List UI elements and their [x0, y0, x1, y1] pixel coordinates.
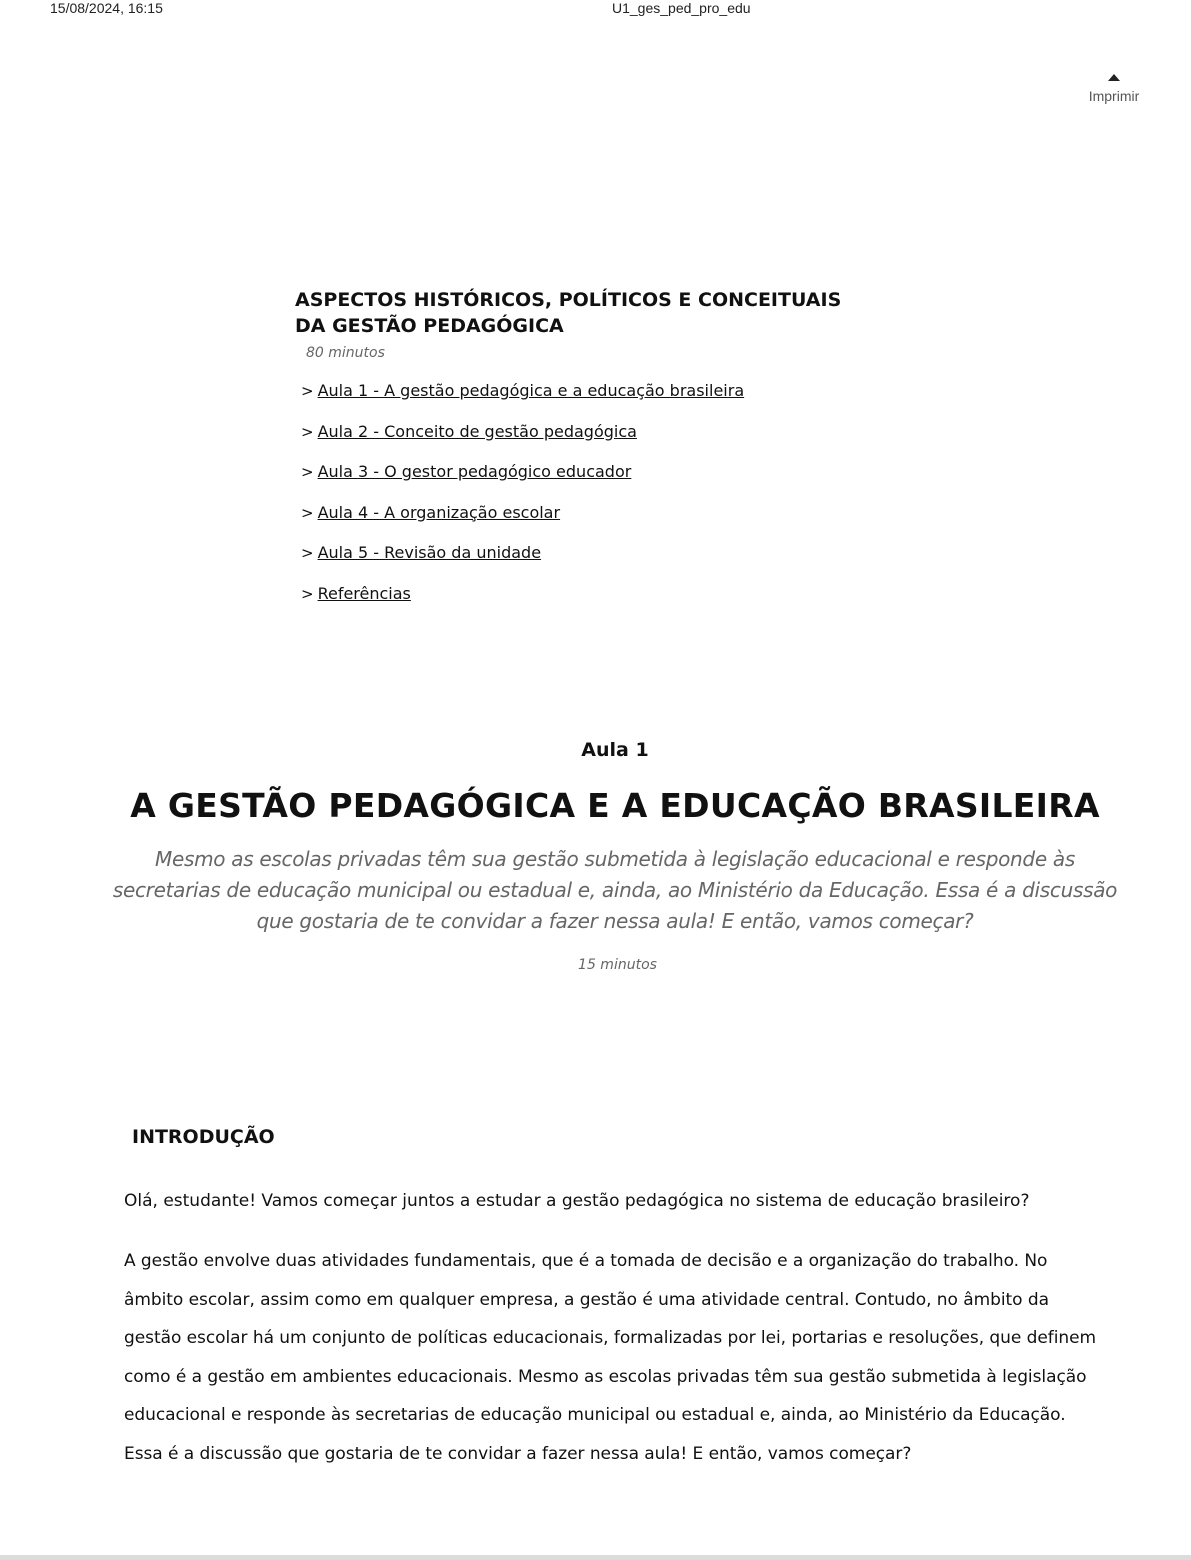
page-bottom-border — [0, 1555, 1191, 1560]
toc-link-aula-5[interactable]: Aula 5 - Revisão da unidade — [317, 543, 542, 562]
print-doc-title: U1_ges_ped_pro_edu — [612, 0, 751, 16]
print-header — [0, 0, 1191, 20]
toc-link-aula-3[interactable]: Aula 3 - O gestor pedagógico educador — [317, 462, 632, 481]
intro-paragraph-1: Olá, estudante! Vamos começar juntos a estudar a gestão pedagógica no sistema de educação brasileiro? — [124, 1191, 1030, 1211]
toc-link-referencias[interactable]: Referências — [317, 583, 411, 603]
toc-item — [301, 462, 855, 503]
arrow-up-icon — [1108, 74, 1120, 81]
lesson-title: A GESTÃO PEDAGÓGICA E A EDUCAÇÃO BRASILEIRA — [130, 786, 1100, 825]
chevron-right-icon: > — [301, 463, 314, 481]
print-button[interactable] — [1084, 74, 1144, 104]
lesson-label: Aula 1 — [581, 739, 649, 761]
intro-paragraph-2: A gestão envolve duas atividades fundamentais, que é a tomada de decisão e a organização do trabalho. No âmbito escolar, assim como em qualquer empresa, a gestão é uma atividade central. Contudo, no âmbito da gestão escolar há um conjunto de políticas educacionais, formalizadas por lei, portarias e resoluções, que definem como é a gestão em ambientes educacionais. Mesmo as escolas privadas têm sua gestão submetida à legislação educacional e responde às secretarias de educação municipal ou estadual e, ainda, ao Ministério da Educação. Essa é a discussão que gostaria de te convidar a fazer nessa aula! E então, vamos começar? — [124, 1251, 1097, 1464]
chevron-right-icon: > — [301, 422, 314, 441]
chevron-right-icon: > — [301, 544, 314, 562]
lesson-lead: Mesmo as escolas privadas têm sua gestão submetida à legislação educacional e responde às secretarias de educação municipal ou estadual e, ainda, ao Ministério da Educação. Essa é a discussão que gostaria de te convidar a fazer nessa aula! E então, vamos começar? — [112, 847, 1118, 933]
lesson-duration: 15 minutos — [578, 957, 657, 973]
print-date: 15/08/2024, 16:15 — [50, 0, 163, 16]
toc-link-aula-2[interactable]: Aula 2 - Conceito de gestão pedagógica — [317, 421, 637, 441]
table-of-contents — [301, 381, 855, 624]
unit-title: ASPECTOS HISTÓRICOS, POLÍTICOS E CONCEITUAIS DA GESTÃO PEDAGÓGICA — [295, 289, 842, 337]
toc-item — [301, 584, 855, 625]
toc-item — [301, 422, 855, 463]
intro-heading: INTRODUÇÃO — [132, 1126, 275, 1148]
toc-item — [301, 503, 855, 544]
unit-duration: 80 minutos — [306, 345, 385, 361]
toc-item — [301, 381, 855, 422]
chevron-right-icon: > — [301, 584, 314, 603]
toc-item — [301, 543, 855, 584]
print-button-label: Imprimir — [1088, 88, 1140, 104]
unit-summary — [295, 287, 855, 624]
toc-link-aula-1[interactable]: Aula 1 - A gestão pedagógica e a educação brasileira — [317, 381, 745, 400]
toc-link-aula-4[interactable]: Aula 4 - A organização escolar — [317, 502, 561, 522]
chevron-right-icon: > — [301, 382, 314, 400]
chevron-right-icon: > — [301, 503, 314, 522]
